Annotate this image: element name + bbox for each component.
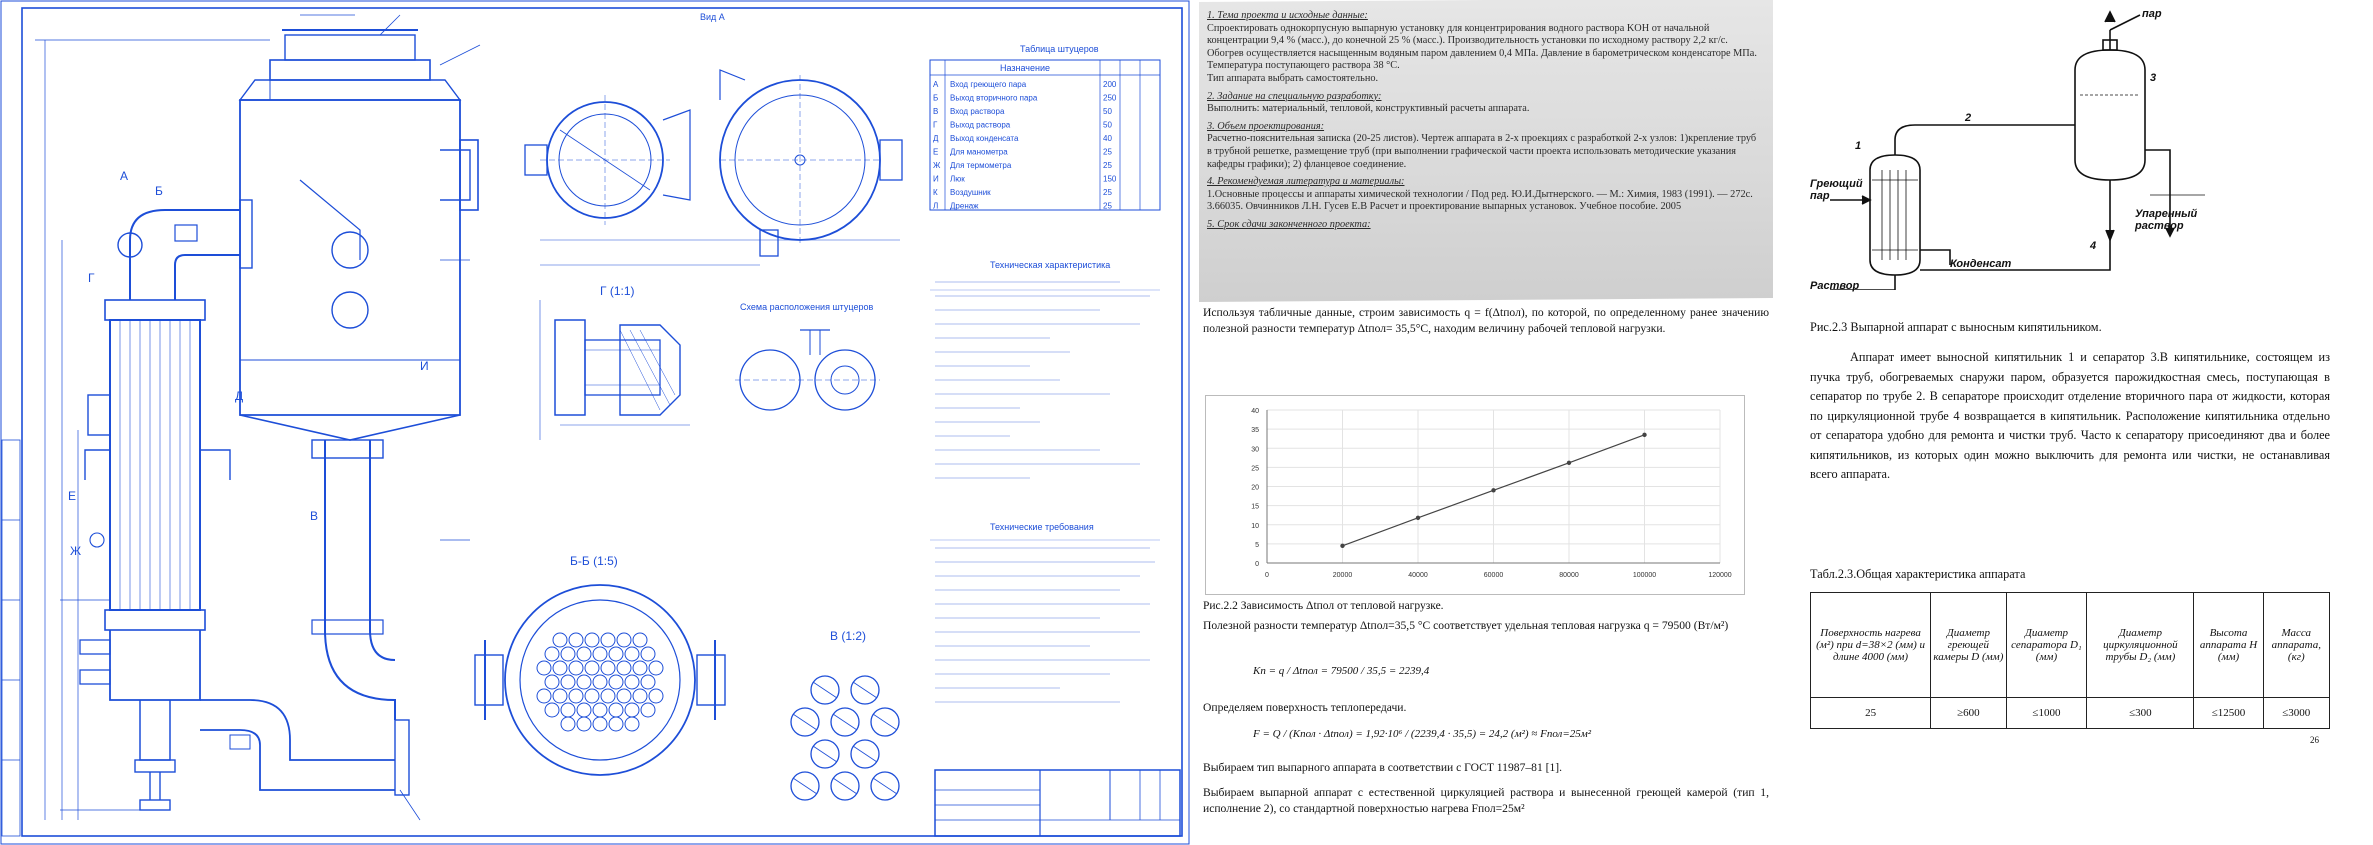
chart-point — [1340, 544, 1344, 548]
s1-text: Спроектировать однокорпусную выпарную установку для концентрирования водного раствора KOH от начальной концентрации 9,4 % (масс.), до конечной 25 % (масс.). Производительность установки по исходному раствору 2,2 кг/с. Обогрев осуществляется насыщенным водяным паром давлением 0,4 МПа. Давление в барометрическом конденсаторе МПа. Температура поступающего раствора 38 °С. — [1207, 22, 1757, 72]
chart-point — [1567, 461, 1571, 465]
spec-cell-surface: 25 — [1811, 698, 1931, 729]
label-solution-in: Раствор — [1810, 280, 1860, 292]
label-view-a: Вид А — [700, 12, 725, 22]
spec-header-surface: Поверхность нагрева (м²) при d=38×2 (мм) и длине 4000 (мм) — [1811, 593, 1931, 698]
spec-cell-separator-diameter: ≤1000 — [2006, 698, 2087, 729]
nozzle-table-head: Назначение — [1000, 63, 1051, 73]
nozzle-table-purpose: Выход конденсата — [950, 134, 1019, 143]
nozzle-table-letter: К — [933, 188, 938, 197]
nozzle-label: Г — [88, 271, 95, 285]
x-tick-label: 40000 — [1408, 572, 1428, 579]
label-num-4: 4 — [2090, 240, 2097, 252]
nozzle-table-diameter: 50 — [1103, 107, 1112, 116]
apparatus-spec-table — [1810, 592, 2330, 729]
label-nozzle-scheme: Схема расположения штуцеров — [740, 302, 874, 312]
y-tick-label: 25 — [1251, 465, 1259, 473]
paragraph-1: Используя табличные данные, строим зависимость q = f(Δtпол), по которой, по определенному ранее значению полезной разности температур Δtпол= 35,5°С, находим величину рабочей тепловой нагрузки. — [1203, 306, 1769, 335]
label-num-2: 2 — [1965, 112, 1972, 124]
nozzle-table-diameter: 200 — [1103, 80, 1117, 89]
spec-cell-mass: ≤3000 — [2263, 698, 2329, 729]
tech-text-lines — [935, 282, 1155, 702]
y-tick-label: 35 — [1251, 427, 1259, 435]
nozzle-table-letter: И — [933, 174, 939, 184]
y-tick-label: 30 — [1251, 446, 1259, 454]
spec-header-pipe-diameter: Диаметр циркуляционной трубы D₂ (мм) — [2087, 593, 2194, 698]
calculation-page — [1193, 0, 1783, 845]
label-view-v: В (1:2) — [830, 629, 867, 643]
nozzle-table-diameter: 50 — [1103, 120, 1112, 130]
label-num-3: 3 — [2150, 72, 2157, 84]
chart-point — [1491, 488, 1495, 492]
spec-header-height: Высота аппарата H (мм) — [2194, 593, 2263, 698]
paragraph-3: Определяем поверхность теплопередачи. — [1203, 701, 1407, 714]
nozzle-table-diameter: 250 — [1103, 93, 1117, 103]
nozzle-label: Д — [235, 389, 244, 403]
s1-text2: Тип аппарата выбрать самостоятельно. — [1207, 72, 1379, 84]
nozzle-table-diameter: 25 — [1103, 161, 1112, 170]
x-tick-label: 80000 — [1559, 572, 1579, 579]
label-num-1: 1 — [1855, 140, 1862, 152]
y-tick-label: 20 — [1251, 484, 1259, 492]
nozzle-label: Ж — [70, 544, 82, 558]
spec-cell-height: ≤12500 — [2194, 698, 2263, 729]
nozzle-table-purpose: Для манометра — [950, 147, 1008, 157]
paragraph-2: Полезной разности температур Δtпол=35,5 °С соответствует удельная тепловая нагрузка q = 79500 (Вт/м²) — [1203, 619, 1729, 632]
nozzle-table-purpose: Люк — [950, 174, 965, 184]
nozzle-table-rows — [933, 80, 1117, 211]
nozzle-table-diameter: 40 — [1103, 134, 1112, 143]
label-steam: Греющий пар — [1810, 178, 1863, 202]
spec-header-mass: Масса аппарата, (кг) — [2263, 593, 2329, 698]
label-view-g: Г (1:1) — [600, 284, 635, 298]
y-tick-label: 40 — [1251, 408, 1259, 415]
chart-point — [1642, 433, 1646, 437]
label-vapor: пар — [2142, 8, 2162, 20]
label-tech-req-title: Технические требования — [990, 522, 1094, 532]
nozzle-table-purpose: Выход раствора — [950, 120, 1011, 130]
nozzle-table-purpose: Выход вторичного пара — [950, 93, 1038, 103]
nozzle-table-letter: Е — [933, 147, 939, 157]
nozzle-label: А — [120, 169, 129, 183]
formula-f: F = Q / (Kпол · Δtпол) = 1,92·10⁶ / (2239,4 · 35,5) = 24,2 (м²) ≈ Fпол=25м² — [1253, 728, 1592, 740]
x-tick-label: 100000 — [1632, 572, 1657, 579]
x-tick-label: 60000 — [1483, 572, 1504, 579]
spec-cell-chamber-diameter: ≥600 — [1931, 698, 2006, 729]
s5-title: 5. Срок сдачи законченного проекта: — [1207, 218, 1371, 230]
nozzle-table-diameter: 25 — [1103, 201, 1112, 211]
paragraph-4: Выбираем тип выпарного аппарата в соответствии с ГОСТ 11987–81 [1]. — [1203, 761, 1563, 774]
nozzle-table-letter: Г — [933, 120, 938, 130]
nozzle-table-diameter: 150 — [1103, 174, 1117, 184]
nozzle-table-purpose: Для термометра — [950, 161, 1012, 170]
label-condensate: Конденсат — [1950, 258, 2012, 270]
s4-text: 1.Основные процессы и аппараты химической технологии / Под ред. Ю.И.Дытнерского. — М.: Химия, 1983 (1991). — 272с. 3.66035. Овчинников Л.Н. Гусев Е.В Расчет и проектирование выпарных установок. Учебное пособие. 2005 — [1207, 188, 1753, 213]
paragraph-5: Выбираем выпарной аппарат с естественной циркуляцией раствора и вынесенной греющей камерой (тип 1, исполнение 2), со стандартной поверхностью нагрева Fпол=25м² — [1203, 786, 1769, 815]
figure-caption-2-2: Рис.2.2 Зависимость Δtпол от тепловой нагрузке. — [1203, 600, 1444, 612]
table-caption: Табл.2.3.Общая характеристика аппарата — [1810, 567, 2026, 581]
nozzle-table-letter: А — [933, 80, 939, 89]
nozzle-table-letter: Д — [933, 134, 939, 143]
nozzle-table-letter: В — [933, 107, 939, 116]
nozzle-label: Б — [155, 184, 163, 198]
formula-k: Kп = q / Δtпол = 79500 / 35,5 = 2239,4 — [1253, 665, 1430, 677]
nozzle-labels — [68, 169, 429, 558]
table-row — [1811, 698, 2330, 729]
s4-title: 4. Рекомендуемая литература и материалы: — [1207, 176, 1405, 188]
nozzle-label: Е — [68, 489, 77, 503]
s3-title: 3. Объем проектирования: — [1207, 120, 1325, 132]
label-solution-out: Упаренный раствор — [2135, 208, 2198, 232]
x-tick-label: 120000 — [1708, 572, 1732, 579]
nozzle-table-purpose: Воздушник — [950, 188, 991, 197]
nozzle-label: И — [420, 359, 429, 373]
x-tick-label: 0 — [1265, 572, 1269, 579]
nozzle-table-purpose: Дренаж — [950, 201, 979, 211]
nozzle-table-letter: Б — [933, 93, 939, 103]
spec-header-separator-diameter: Диаметр сепаратора D₁ (мм) — [2006, 593, 2087, 698]
label-tech-title: Техническая характеристика — [990, 260, 1111, 270]
s3-text: Расчетно-пояснительная записка (20-25 листов). Чертеж аппарата в 2-х проекциях с разработкой 2-х узлов: 1)крепление труб в трубной решетке, размещение труб (при выполнении графической части проекта использовать методические указания кафедры графики); 2) фланцевое соединение. — [1207, 133, 1757, 170]
spec-cell-pipe-diameter: ≤300 — [2087, 698, 2194, 729]
chart-point — [1416, 516, 1420, 520]
nozzle-table-letter: Л — [933, 201, 939, 211]
figure-caption-2-3: Рис.2.3 Выпарной аппарат с выносным кипятильником. — [1810, 320, 2102, 334]
nozzle-table-diameter: 25 — [1103, 147, 1112, 157]
description-paragraph: Аппарат имеет выносной кипятильник 1 и сепаратор 3.В кипятильнике, состоящем из пучка труб, обогреваемых снаружи паром, образуется парожидкостная смесь, поступающая в сепаратор по трубе 2. В сепараторе происходит отделение вторичного пара от жидкости, которая по циркуляционной трубе 4 возвращается в кипятильник. Расположение кипятильника отдельно от сепаратора удобно для ремонта и чистки труб. Часто к сепаратору присоединяют два и более кипятильников, из которых один можно выключить для ремонта или чистки, не останавливая всего аппарата. — [1810, 350, 2330, 481]
nozzle-table-diameter: 25 — [1103, 188, 1112, 197]
label-view-bb: Б-Б (1:5) — [570, 554, 618, 568]
nozzle-label: В — [310, 509, 319, 523]
nozzle-table-letter: Ж — [933, 161, 941, 170]
nozzle-table-purpose: Вход греющего пара — [950, 80, 1027, 89]
y-tick-label: 5 — [1255, 541, 1259, 549]
page-number: 26 — [2310, 735, 2319, 745]
y-tick-label: 10 — [1251, 522, 1259, 530]
spec-header-chamber-diameter: Диаметр греющей камеры D (мм) — [1931, 593, 2006, 698]
description-page — [1800, 0, 2373, 845]
s2-title: 2. Задание на специальную разработку: — [1207, 90, 1382, 102]
s2-text: Выполнить: материальный, тепловой, конструктивный расчеты аппарата. — [1207, 103, 1530, 115]
x-tick-label: 20000 — [1332, 572, 1353, 579]
y-tick-label: 15 — [1251, 503, 1259, 511]
heat-load-chart — [1205, 395, 1745, 595]
s1-title: 1. Тема проекта и исходные данные: — [1207, 10, 1368, 21]
nozzle-table-purpose: Вход раствора — [950, 107, 1005, 116]
y-tick-label: 0 — [1255, 561, 1259, 568]
assignment-text — [1207, 10, 1757, 237]
scheme-labels — [1800, 0, 2240, 300]
label-nozzle-table-title: Таблица штуцеров — [1020, 44, 1099, 54]
